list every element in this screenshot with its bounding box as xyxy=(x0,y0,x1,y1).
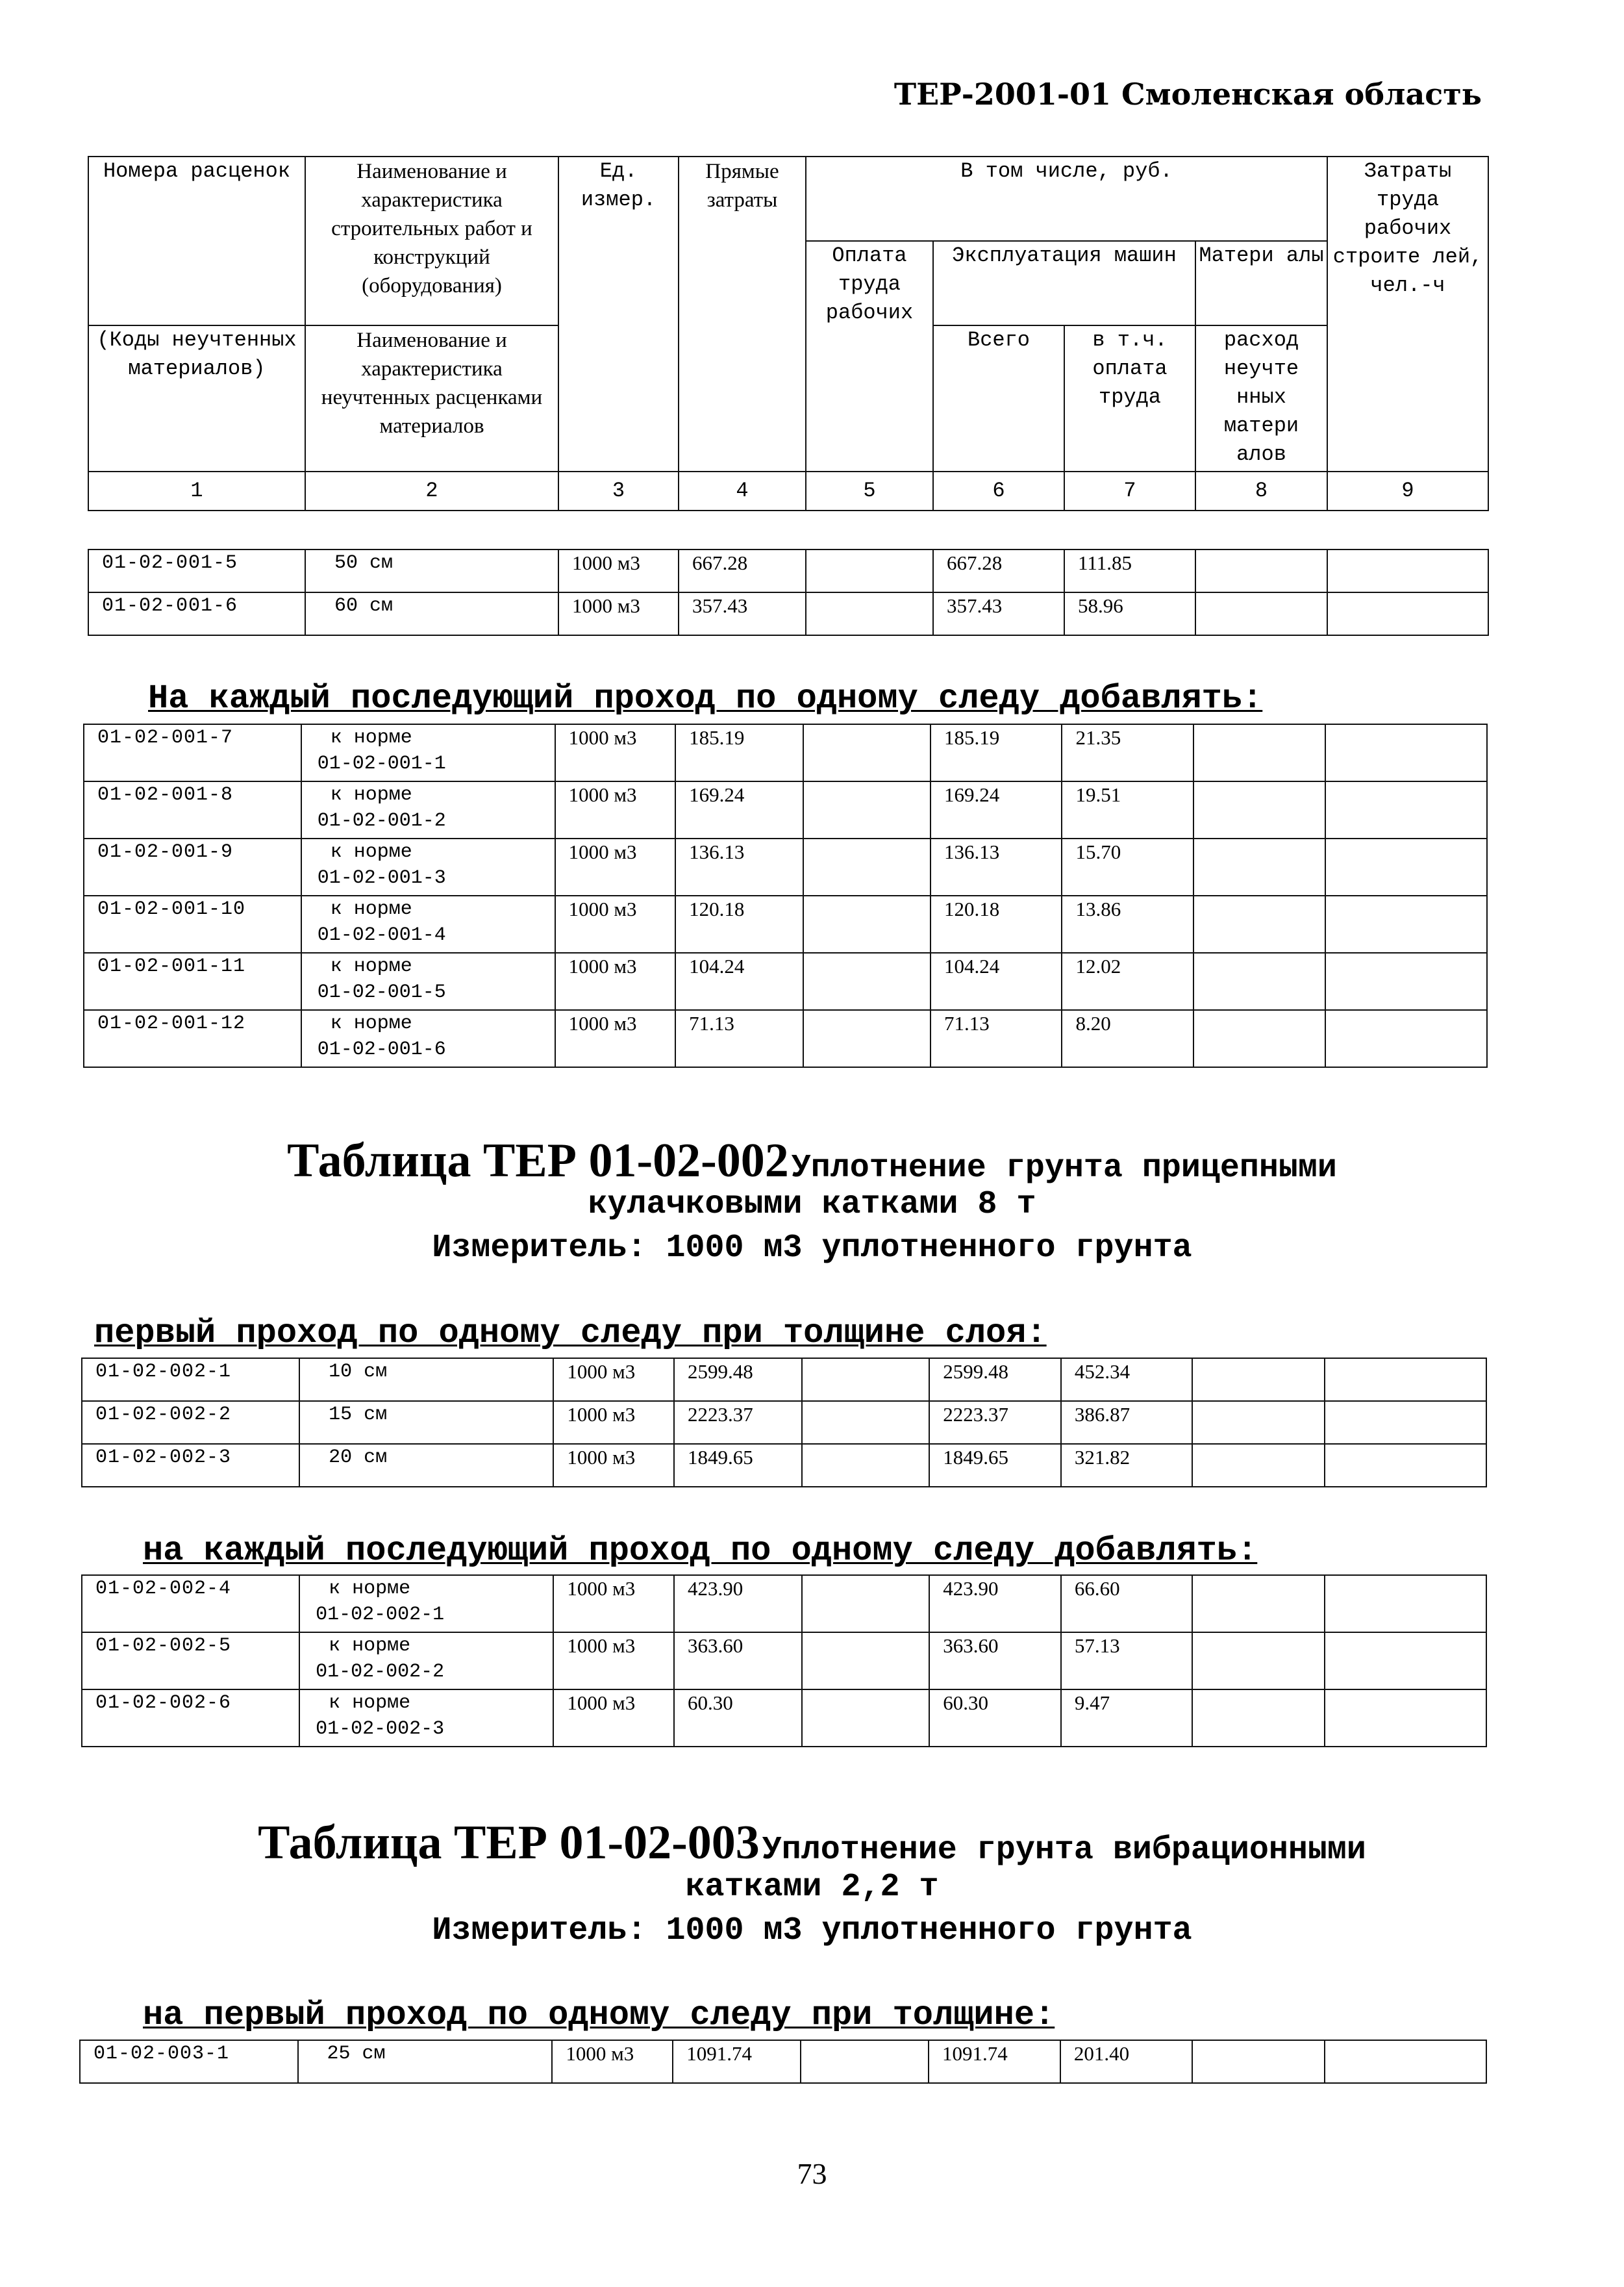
labor-cost-cell xyxy=(803,839,931,896)
unit-cell: 1000 м3 xyxy=(558,550,679,592)
materials-cell xyxy=(1192,1575,1325,1632)
unit-cell: 1000 м3 xyxy=(553,1444,674,1487)
machine-labor-cell: 21.35 xyxy=(1062,724,1193,781)
col-materials-header: Матери алы xyxy=(1195,241,1327,325)
table-row xyxy=(84,1010,1487,1067)
labor-cost-cell xyxy=(806,550,933,592)
col-number: 2 xyxy=(305,472,558,511)
table-row xyxy=(82,1689,1486,1747)
labor-cost-cell xyxy=(802,1444,930,1487)
col-group-header: В том числе, руб. xyxy=(806,157,1327,241)
rates-table-b xyxy=(83,724,1488,1068)
rate-code-cell: 01-02-003-1 xyxy=(80,2040,298,2083)
labor-hours-cell xyxy=(1325,2040,1486,2083)
labor-cost-cell xyxy=(802,1575,930,1632)
machines-cost-cell: 104.24 xyxy=(931,953,1062,1010)
work-name-reference: 01-02-001-6 xyxy=(317,1039,446,1061)
work-name-line: к норме xyxy=(329,1635,411,1657)
col-number: 6 xyxy=(933,472,1064,511)
rate-code-cell: 01-02-002-5 xyxy=(82,1632,299,1689)
table3-measure: Измеритель: 1000 м3 уплотненного грунта xyxy=(432,1912,1192,1949)
labor-cost-cell xyxy=(803,724,931,781)
unit-cell: 1000 м3 xyxy=(555,839,675,896)
rate-code-cell: 01-02-002-6 xyxy=(82,1689,299,1747)
machine-labor-cell: 57.13 xyxy=(1061,1632,1193,1689)
col-machines-group-header: Эксплуатация машин xyxy=(933,241,1195,325)
rate-code-cell: 01-02-002-2 xyxy=(82,1401,299,1444)
unit-cell: 1000 м3 xyxy=(553,1632,674,1689)
work-name-cell: 10 см xyxy=(299,1358,553,1401)
machines-cost-cell: 60.30 xyxy=(929,1689,1061,1747)
rate-code-cell: 01-02-002-4 xyxy=(82,1575,299,1632)
direct-cost-cell: 423.90 xyxy=(674,1575,802,1632)
table3-title-number: Таблица ТЕР 01-02-003 xyxy=(258,1816,760,1869)
machines-cost-cell: 363.60 xyxy=(929,1632,1061,1689)
materials-cell xyxy=(1192,1444,1325,1487)
col-codes-header: Номера расценок xyxy=(88,157,305,325)
direct-cost-cell: 2223.37 xyxy=(674,1401,802,1444)
labor-cost-cell xyxy=(802,1689,930,1747)
unit-cell: 1000 м3 xyxy=(558,592,679,635)
col-number: 8 xyxy=(1195,472,1327,511)
direct-cost-cell: 2599.48 xyxy=(674,1358,802,1401)
labor-hours-cell xyxy=(1325,1358,1486,1401)
col-labor-header: Оплата труда рабочих xyxy=(806,241,933,472)
col-number: 3 xyxy=(558,472,679,511)
labor-hours-cell xyxy=(1327,592,1488,635)
direct-cost-cell: 667.28 xyxy=(679,550,806,592)
rates-table-e xyxy=(79,2040,1487,2084)
machine-labor-cell: 58.96 xyxy=(1064,592,1195,635)
unit-cell: 1000 м3 xyxy=(553,1401,674,1444)
work-name-cell xyxy=(299,1632,553,1689)
materials-cell xyxy=(1192,1358,1325,1401)
materials-cell xyxy=(1192,2040,1325,2083)
direct-cost-cell: 363.60 xyxy=(674,1632,802,1689)
labor-cost-cell xyxy=(802,1632,930,1689)
table2-title-text: Уплотнение грунта прицепными xyxy=(791,1150,1337,1187)
col-machines-header: Всего xyxy=(933,325,1064,472)
machine-labor-cell: 66.60 xyxy=(1061,1575,1193,1632)
work-name-line: к норме xyxy=(329,1578,411,1600)
rate-code-cell: 01-02-002-1 xyxy=(82,1358,299,1401)
work-name-line: к норме xyxy=(330,841,412,863)
work-name-reference: 01-02-002-1 xyxy=(316,1604,445,1626)
rates-table-a xyxy=(88,549,1489,636)
materials-cell xyxy=(1193,781,1325,839)
unit-cell: 1000 м3 xyxy=(555,1010,675,1067)
rate-code-cell: 01-02-001-12 xyxy=(84,1010,301,1067)
machine-labor-cell: 386.87 xyxy=(1061,1401,1193,1444)
labor-cost-cell xyxy=(802,1358,930,1401)
materials-cell xyxy=(1195,592,1327,635)
work-name-cell xyxy=(301,724,555,781)
machine-labor-cell: 15.70 xyxy=(1062,839,1193,896)
table2-title xyxy=(0,1133,1624,1189)
table3-title xyxy=(0,1815,1624,1871)
col-name-subheader: Наименование и характеристика неучтенных расценками материалов xyxy=(305,325,558,472)
table2-section-2-title: на каждый последующий проход по одному следу добавлять: xyxy=(143,1532,1258,1570)
work-name-cell xyxy=(299,1689,553,1747)
table-row xyxy=(80,2040,1486,2083)
labor-hours-cell xyxy=(1327,550,1488,592)
rate-code-cell: 01-02-001-6 xyxy=(88,592,305,635)
labor-cost-cell xyxy=(803,953,931,1010)
work-name-line: к норме xyxy=(330,898,412,920)
work-name-cell xyxy=(301,1010,555,1067)
work-name-reference: 01-02-001-1 xyxy=(317,753,446,775)
work-name-line: к норме xyxy=(330,727,412,749)
labor-cost-cell xyxy=(803,1010,931,1067)
table3-section-1-title: на первый проход по одному следу при толщине: xyxy=(143,1996,1055,2034)
table-row xyxy=(84,839,1487,896)
machines-cost-cell: 2223.37 xyxy=(929,1401,1061,1444)
table-row xyxy=(84,953,1487,1010)
col-materials-subheader: расход неучте нных матери алов xyxy=(1195,325,1327,472)
direct-cost-cell: 185.19 xyxy=(675,724,803,781)
col-direct-header: Прямые затраты xyxy=(679,157,806,472)
col-name-header: Наименование и характеристика строительных работ и конструкций (оборудования) xyxy=(305,157,558,325)
table-row xyxy=(84,896,1487,953)
table-row xyxy=(82,1358,1486,1401)
table-row xyxy=(84,781,1487,839)
col-number: 5 xyxy=(806,472,933,511)
labor-hours-cell xyxy=(1325,1401,1486,1444)
machine-labor-cell: 9.47 xyxy=(1061,1689,1193,1747)
materials-cell xyxy=(1192,1689,1325,1747)
labor-hours-cell xyxy=(1325,896,1487,953)
labor-cost-cell xyxy=(801,2040,929,2083)
unit-cell: 1000 м3 xyxy=(555,896,675,953)
table-row xyxy=(82,1401,1486,1444)
materials-cell xyxy=(1195,550,1327,592)
work-name-cell xyxy=(301,953,555,1010)
machines-cost-cell: 169.24 xyxy=(931,781,1062,839)
work-name-reference: 01-02-002-3 xyxy=(316,1718,445,1740)
unit-cell: 1000 м3 xyxy=(555,953,675,1010)
materials-cell xyxy=(1193,1010,1325,1067)
labor-hours-cell xyxy=(1325,781,1487,839)
table2-section-1-title: первый проход по одному следу при толщине слоя: xyxy=(94,1314,1047,1352)
direct-cost-cell: 120.18 xyxy=(675,896,803,953)
work-name-line: к норме xyxy=(329,1692,411,1714)
page-header: ТЕР-2001-01 Смоленская область xyxy=(893,77,1482,112)
col-hours-header: Затраты труда рабочих строите лей, чел.-ч xyxy=(1327,157,1488,472)
labor-hours-cell xyxy=(1325,1010,1487,1067)
table-row xyxy=(88,592,1488,635)
materials-cell xyxy=(1193,724,1325,781)
table3-title-line2: катками 2,2 т xyxy=(685,1869,939,1906)
machines-cost-cell: 2599.48 xyxy=(929,1358,1061,1401)
table2-measure: Измеритель: 1000 м3 уплотненного грунта xyxy=(432,1230,1192,1267)
machines-cost-cell: 667.28 xyxy=(933,550,1064,592)
rate-code-cell: 01-02-001-9 xyxy=(84,839,301,896)
unit-cell: 1000 м3 xyxy=(553,1575,674,1632)
machines-cost-cell: 136.13 xyxy=(931,839,1062,896)
unit-cell: 1000 м3 xyxy=(553,1358,674,1401)
work-name-cell xyxy=(301,781,555,839)
rate-code-cell: 01-02-001-8 xyxy=(84,781,301,839)
unit-cell: 1000 м3 xyxy=(553,1689,674,1747)
col-machine-labor-header: в т.ч. оплата труда xyxy=(1064,325,1195,472)
labor-hours-cell xyxy=(1325,1689,1486,1747)
labor-hours-cell xyxy=(1325,1444,1486,1487)
unit-cell: 1000 м3 xyxy=(555,724,675,781)
work-name-cell: 20 см xyxy=(299,1444,553,1487)
page-number: 73 xyxy=(797,2157,827,2190)
col-number: 4 xyxy=(679,472,806,511)
table-row xyxy=(82,1444,1486,1487)
machine-labor-cell: 111.85 xyxy=(1064,550,1195,592)
table3-title-text: Уплотнение грунта вибрационными xyxy=(762,1832,1366,1869)
work-name-cell xyxy=(301,896,555,953)
column-header-table xyxy=(88,156,1489,511)
materials-cell xyxy=(1192,1401,1325,1444)
machine-labor-cell: 12.02 xyxy=(1062,953,1193,1010)
work-name-reference: 01-02-001-2 xyxy=(317,810,446,832)
direct-cost-cell: 60.30 xyxy=(674,1689,802,1747)
work-name-cell: 50 см xyxy=(305,550,558,592)
machines-cost-cell: 357.43 xyxy=(933,592,1064,635)
labor-hours-cell xyxy=(1325,1632,1486,1689)
work-name-reference: 01-02-001-5 xyxy=(317,981,446,1004)
rate-code-cell: 01-02-001-5 xyxy=(88,550,305,592)
direct-cost-cell: 357.43 xyxy=(679,592,806,635)
col-unit-header: Ед. измер. xyxy=(558,157,679,472)
direct-cost-cell: 104.24 xyxy=(675,953,803,1010)
work-name-reference: 01-02-002-2 xyxy=(316,1661,445,1683)
direct-cost-cell: 136.13 xyxy=(675,839,803,896)
machine-labor-cell: 8.20 xyxy=(1062,1010,1193,1067)
rates-table-d xyxy=(81,1574,1487,1747)
work-name-cell: 15 см xyxy=(299,1401,553,1444)
labor-hours-cell xyxy=(1325,953,1487,1010)
rate-code-cell: 01-02-002-3 xyxy=(82,1444,299,1487)
work-name-reference: 01-02-001-3 xyxy=(317,867,446,889)
work-name-line: к норме xyxy=(330,784,412,806)
work-name-line: к норме xyxy=(330,955,412,978)
machine-labor-cell: 13.86 xyxy=(1062,896,1193,953)
labor-cost-cell xyxy=(806,592,933,635)
labor-hours-cell xyxy=(1325,839,1487,896)
materials-cell xyxy=(1193,953,1325,1010)
machines-cost-cell: 1091.74 xyxy=(929,2040,1060,2083)
col-number: 7 xyxy=(1064,472,1195,511)
machines-cost-cell: 1849.65 xyxy=(929,1444,1061,1487)
col-number: 1 xyxy=(88,472,305,511)
table-row xyxy=(88,550,1488,592)
table-row xyxy=(82,1575,1486,1632)
work-name-cell: 25 см xyxy=(298,2040,553,2083)
table2-title-number: Таблица ТЕР 01-02-002 xyxy=(287,1134,789,1187)
direct-cost-cell: 169.24 xyxy=(675,781,803,839)
table2-title-line2: кулачковыми катками 8 т xyxy=(588,1186,1036,1223)
rates-table-c xyxy=(81,1358,1487,1487)
labor-hours-cell xyxy=(1325,724,1487,781)
materials-cell xyxy=(1193,839,1325,896)
section-b-title: На каждый последующий проход по одному следу добавлять: xyxy=(148,679,1263,718)
table-row xyxy=(84,724,1487,781)
labor-cost-cell xyxy=(803,896,931,953)
machine-labor-cell: 19.51 xyxy=(1062,781,1193,839)
col-codes-subheader: (Коды неучтенных материалов) xyxy=(88,325,305,472)
direct-cost-cell: 1849.65 xyxy=(674,1444,802,1487)
unit-cell: 1000 м3 xyxy=(555,781,675,839)
machine-labor-cell: 201.40 xyxy=(1060,2040,1192,2083)
work-name-cell xyxy=(299,1575,553,1632)
unit-cell: 1000 м3 xyxy=(552,2040,673,2083)
labor-cost-cell xyxy=(802,1401,930,1444)
rate-code-cell: 01-02-001-10 xyxy=(84,896,301,953)
rate-code-cell: 01-02-001-7 xyxy=(84,724,301,781)
labor-hours-cell xyxy=(1325,1575,1486,1632)
materials-cell xyxy=(1193,896,1325,953)
machine-labor-cell: 321.82 xyxy=(1061,1444,1193,1487)
machine-labor-cell: 452.34 xyxy=(1061,1358,1193,1401)
work-name-line: к норме xyxy=(330,1013,412,1035)
table-row xyxy=(82,1632,1486,1689)
work-name-reference: 01-02-001-4 xyxy=(317,924,446,946)
direct-cost-cell: 1091.74 xyxy=(673,2040,801,2083)
labor-cost-cell xyxy=(803,781,931,839)
direct-cost-cell: 71.13 xyxy=(675,1010,803,1067)
machines-cost-cell: 423.90 xyxy=(929,1575,1061,1632)
machines-cost-cell: 71.13 xyxy=(931,1010,1062,1067)
work-name-cell xyxy=(301,839,555,896)
work-name-cell: 60 см xyxy=(305,592,558,635)
machines-cost-cell: 185.19 xyxy=(931,724,1062,781)
col-number: 9 xyxy=(1327,472,1488,511)
rate-code-cell: 01-02-001-11 xyxy=(84,953,301,1010)
machines-cost-cell: 120.18 xyxy=(931,896,1062,953)
materials-cell xyxy=(1192,1632,1325,1689)
